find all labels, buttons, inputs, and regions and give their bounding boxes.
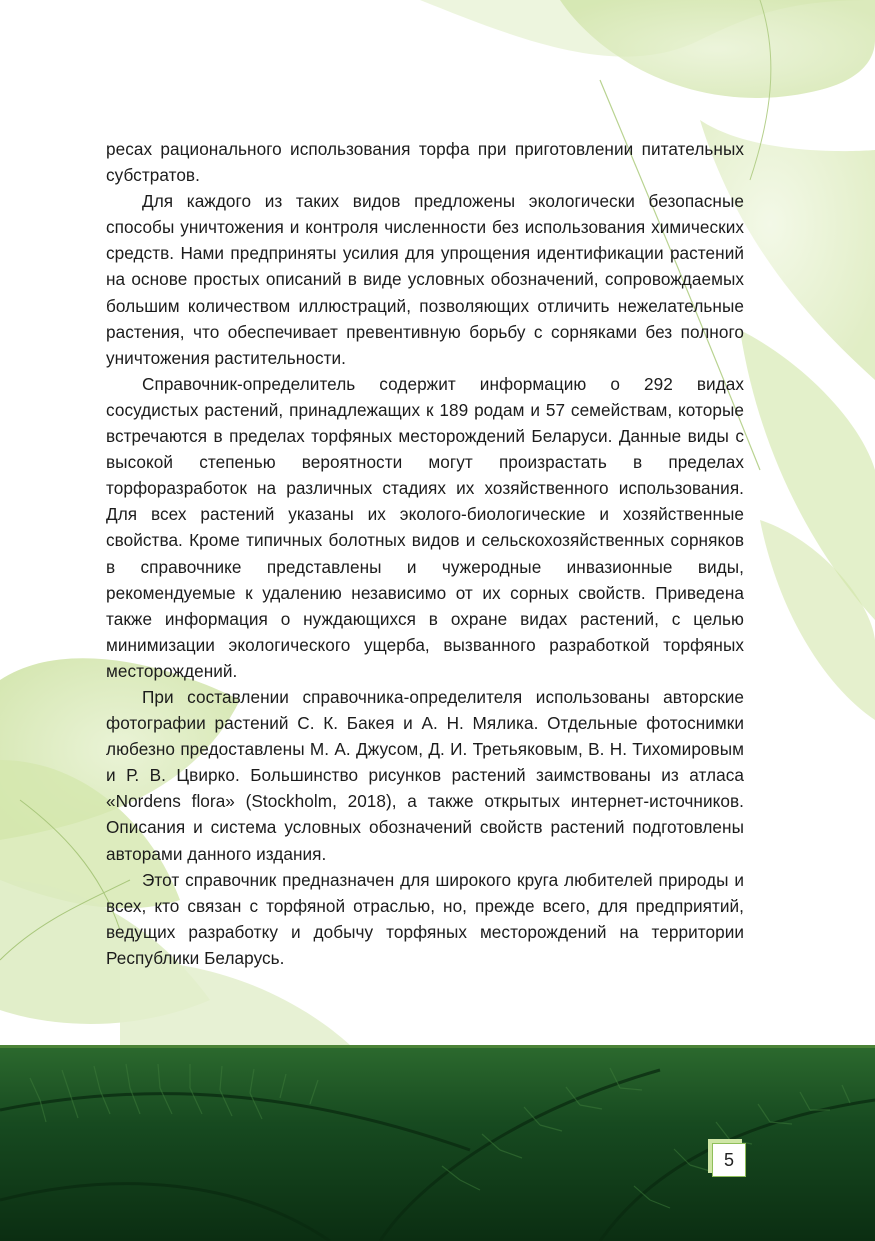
paragraph-1: ресах рационального использования торфа при приготовлении питательных субстратов. — [106, 139, 744, 186]
paragraph-4: При составлении справочника-определителя использованы авторские фотографии растений С. К. Бакея и А. Н. Мялика. Отдельные фотоснимки любезно предоставлены М. А. Джусом, Д. И. Третьяковым, В. Н. Тихомировым и Р. В. Цвирко. Большинство рисунков растений заимствованы из атласа «Nordens flora» (Stockholm, 2018), а также открытых интернет-источников. Описания и система условных обозначений свойств растений подготовлены авторами данного издания. — [106, 686, 744, 864]
page-number: 5 — [712, 1143, 746, 1177]
body-text — [106, 136, 744, 971]
paragraph-5: Этот справочник предназначен для широкого круга любителей природы и всех, кто связан с торфяной отраслью, но, прежде всего, для предприятий, ведущих разработку и добычу торфяных месторождений на территории Республики Беларусь. — [106, 869, 744, 968]
paragraph-3: Справочник-определитель содержит информацию о 292 видах сосудистых растений, принадлежащих к 189 родам и 57 семействам, которые встречаются в пределах торфяных месторождений Беларуси. Данные виды с высокой степенью вероятности могут произрастать в пределах торфоразработок на различных стадиях их хозяйственного использования. Для всех растений указаны их эколого-биологические и хозяйственные свойства. Кроме типичных болотных видов и сельскохозяйственных сорняков в справочнике представлены и чужеродные инвазионные виды, рекомендуемые к удалению независимо от их сорных свойств. Приведена также информация о нуждающихся в охране видах растений, с целью минимизации экологического ущерба, вызванного разработкой торфяных месторождений. — [106, 373, 744, 681]
paragraph-2: Для каждого из таких видов предложены экологически безопасные способы уничтожения и контроля численности без использования химических средств. Нами предприняты усилия для упрощения идентификации растений на основе простых описаний в виде условных обозначений, сопровождаемых большим количеством иллюстраций, позволяющих отличить нежелательные растения, что обеспечивает превентивную борьбу с сорняками без полного уничтожения растительности. — [106, 191, 744, 368]
